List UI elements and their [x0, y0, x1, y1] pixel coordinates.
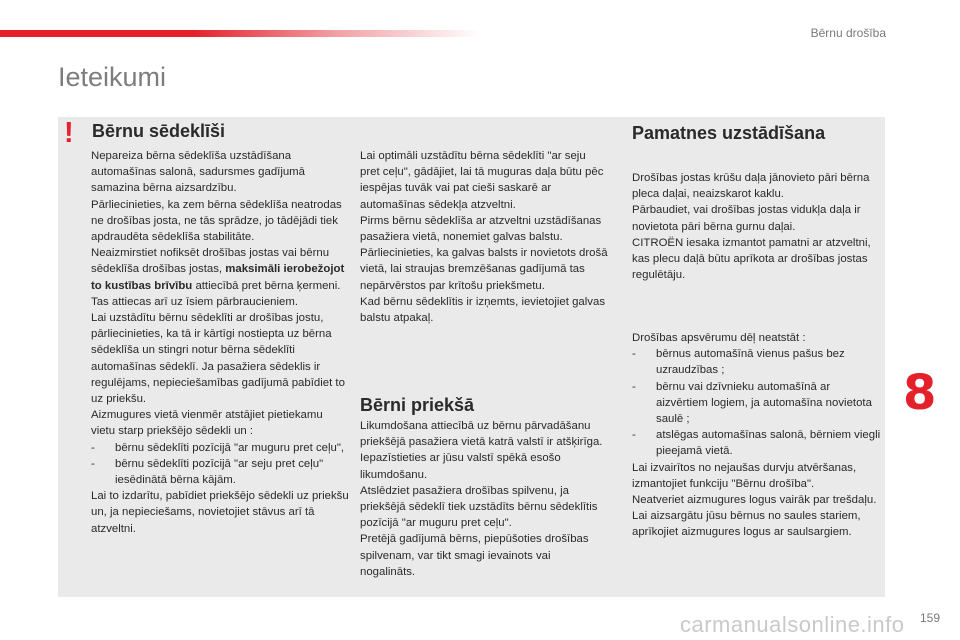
- safety-bullet-1: [632, 346, 882, 378]
- warning-icon: !: [64, 117, 74, 149]
- safety-after-3: Lai aizsargātu jūsu bērnus no saules stariem, aprīkojiet aizmugures logus ar saulsargiem.: [632, 510, 861, 539]
- seats-bullet-2: [91, 456, 349, 488]
- safety-bullet-1-text: bērnus automašīnā vienus pašus bez uzraudzības ;: [656, 348, 845, 377]
- safety-intro: Drošības apsvērumu dēļ neatstāt :: [632, 332, 806, 344]
- front-text: [360, 418, 608, 580]
- seats-bullet-1-text: bērnu sēdeklīti pozīcijā "ar muguru pret ceļu",: [115, 441, 345, 454]
- seats-p3-a: Neaizmirstiet nofiksēt drošības jostas vai bērnu sēdeklīša drošības jostas,: [91, 247, 330, 276]
- front-title: Bērni priekšā: [360, 395, 475, 415]
- seats-bullet-2-text: bērnu sēdeklīti pozīcijā "ar seju pret ceļu" iesēdinātā bērna kājām.: [115, 457, 324, 487]
- safety-text: [632, 330, 882, 541]
- page-number: 159: [919, 611, 940, 625]
- seats-p3: [91, 245, 349, 310]
- chapter-number: 8: [903, 365, 937, 421]
- seats-p1: Nepareiza bērna sēdeklīša uzstādīšana automašīnas salonā, sadursmes gadījumā samazina bērna aizsardzību.: [91, 150, 306, 195]
- safety-after-1: Lai izvairītos no nejaušas durvju atvēršanas, izmantojiet funkciju "Bērnu drošība".: [632, 461, 857, 490]
- header-accent-bar: [0, 30, 480, 37]
- seats-c2-p3: Pārliecinieties, ka galvas balsts ir novietots drošā vietā, lai straujas bremzēšanas gadījumā tas nepārvērstos par krītošu priekšmetu.: [360, 247, 608, 292]
- safety-bullet-3: [632, 427, 882, 459]
- bullet-dash: -: [632, 348, 636, 361]
- section-title: Bērnu drošība: [810, 26, 886, 40]
- front-p1: Likumdošana attiecībā uz bērnu pārvadāšanu priekšējā pasažiera vietā katrā valstī ir atšķirīga. Iepazīstieties ar jūsu valstī spēkā esošo likumdošanu.: [360, 420, 603, 481]
- basics-text: [632, 170, 880, 283]
- seats-c2-p2: Pirms bērnu sēdeklīša ar atzveltni uzstādīšanas pasažiera vietā, nonemiet galvas balstu.: [360, 214, 602, 244]
- seats-p2: Pārliecinieties, ka zem bērna sēdeklīša neatrodas ne drošības josta, ne tās sprādze, jo tādējādi tiek apdraudēta sēdeklīša stabilitāte.: [91, 198, 342, 244]
- seats-p3-b: attiecībā pret bērna ķermeni. Tas attiecas arī uz īsiem pārbraucieniem.: [91, 279, 341, 308]
- seats-column-2: [360, 148, 608, 326]
- bullet-dash: -: [632, 429, 636, 442]
- page-heading: Ieteikumi: [58, 62, 167, 92]
- safety-after-2: Neatveriet aizmugures logus vairāk par trešdaļu.: [632, 494, 877, 507]
- safety-bullet-2: [632, 379, 882, 428]
- basics-p3: CITROËN iesaka izmantot pamatni ar atzveltni, kas plecu daļā būtu aprīkota ar drošības jostas regulētāju.: [632, 236, 871, 282]
- bullet-dash: -: [91, 457, 95, 470]
- basics-title: Pamatnes uzstādīšana: [632, 123, 826, 143]
- seats-p6: Lai to izdarītu, pabīdiet priekšējo sēdekli uz priekšu un, ja nepieciešams, novietojiet stāvus arī tā atzveltni.: [91, 490, 349, 535]
- seats-p4: Lai uzstādītu bērnu sēdeklīti ar drošības jostu, pārliecinieties, ka tā ir kārtīgi nostiepta uz bērna sēdeklīša un stingri notur bērna sēdeklīti automašīnas sēdeklī. Ja pasažiera sēdeklis ir regulējams, nepieciešamības gadījumā pabīdiet to uz priekšu.: [91, 312, 345, 406]
- safety-bullet-2-text: bērnu vai dzīvnieku automašīnā ar aizvērtiem logiem, ja automašīna novietota saulē ;: [656, 380, 872, 426]
- basics-p2: Pārbaudiet, vai drošības jostas vidukļa daļa ir novietota pāri bērna gurnu daļai.: [632, 204, 861, 233]
- front-p2: Atslēdziet pasažiera drošības spilvenu, ja priekšējā sēdeklī tiek uzstādīts bērnu sēdeklītis pozīcijā "ar muguru pret ceļu".: [360, 484, 598, 530]
- seats-c2-p4: Kad bērnu sēdeklītis ir izņemts, ievietojiet galvas balstu atpakaļ.: [360, 295, 606, 325]
- safety-bullet-3-text: atslēgas automašīnas salonā, bērniem viegli pieejamā vietā.: [656, 429, 881, 458]
- front-p3: Pretējā gadījumā bērns, piepūšoties drošības spilvenam, var tikt smagi ievainots vai nogalināts.: [360, 533, 589, 578]
- seats-c2-p1: Lai optimāli uzstādītu bērna sēdeklīti "ar seju pret ceļu", gādājiet, lai tā muguras daļa būtu pēc iespējas tuvāk vai pat cieši saskarē ar automašīnas sēdekļa atzveltni.: [360, 150, 604, 211]
- seats-title: Bērnu sēdeklīši: [92, 121, 226, 141]
- bullet-dash: -: [91, 441, 95, 454]
- seats-bullet-1: [91, 440, 349, 456]
- seats-p5: Aizmugures vietā vienmēr atstājiet pietiekamu vietu starp priekšējo sēdekli un :: [91, 409, 323, 438]
- bullet-dash: -: [632, 380, 636, 393]
- seats-column-1: [91, 148, 349, 537]
- watermark: carmanualsonline.info: [680, 612, 905, 637]
- seats-p3-bold: maksimāli ierobežojot to kustības brīvību: [91, 263, 345, 292]
- basics-p1: Drošības jostas krūšu daļa jānovieto pāri bērna pleca daļai, neaizskarot kaklu.: [632, 172, 870, 201]
